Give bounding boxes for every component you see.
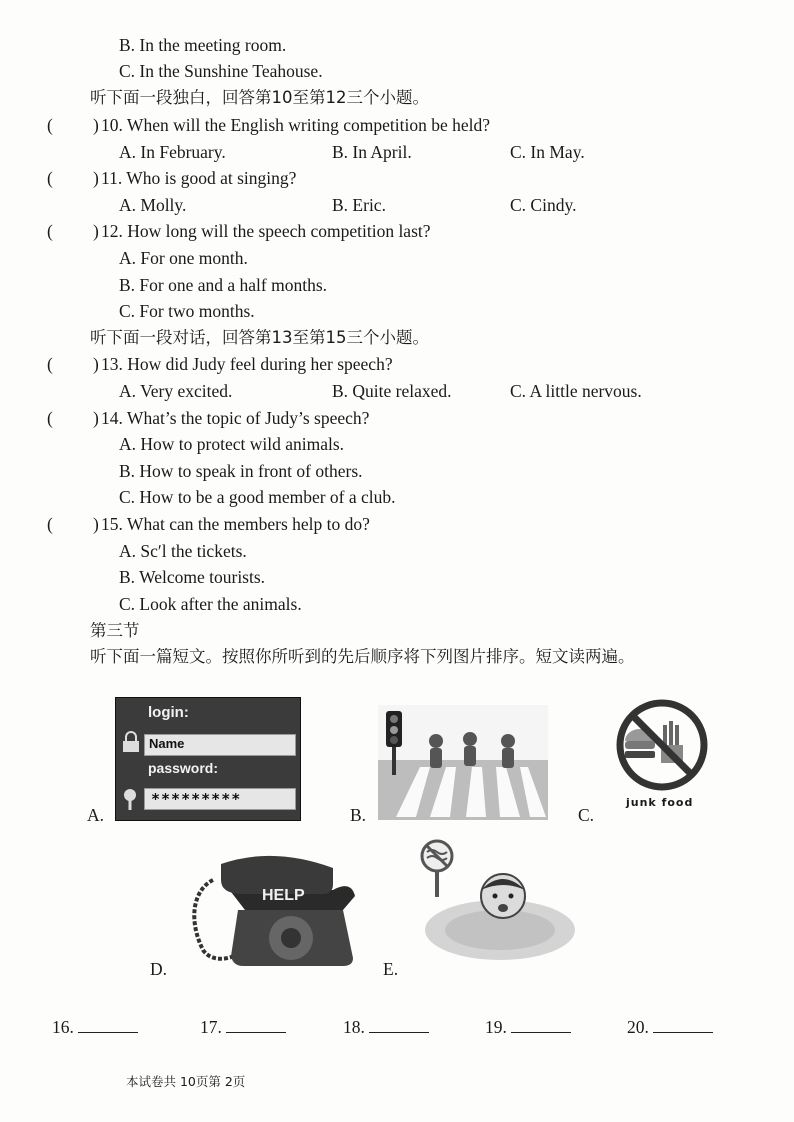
section-instruction: 听下面一篇短文。按照你所听到的先后顺序将下列图片排序。短文读两遍。 [90, 647, 635, 666]
picture-label-c: C. [578, 805, 595, 825]
prev-option-b: B. In the meeting room. [119, 35, 287, 55]
answer-line [226, 1016, 286, 1033]
login-label: login: [148, 704, 189, 721]
answer-bracket-open: ( [47, 408, 53, 428]
q13-option-c: C. A little nervous. [510, 381, 642, 401]
answer-bracket-open: ( [47, 354, 53, 374]
instruction-monologue: 听下面一段独白，回答第10至第12三个小题。 [90, 88, 429, 107]
section-title: 第三节 [90, 621, 140, 640]
q12-option-c: C. For two months. [119, 301, 255, 321]
q12-option-a: A. For one month. [119, 248, 248, 268]
q13-option-a: A. Very excited. [119, 381, 233, 401]
answer-number: 18. [343, 1017, 365, 1037]
answer-number: 16. [52, 1017, 74, 1037]
q10-option-b: B. In April. [332, 142, 412, 162]
q14-option-b: B. How to speak in front of others. [119, 461, 363, 481]
answer-bracket-open: ( [47, 221, 53, 241]
answer-number: 20. [627, 1017, 649, 1037]
q11-option-a: A. Molly. [119, 195, 187, 215]
picture-label-e: E. [383, 959, 399, 979]
q10-option-c: C. In May. [510, 142, 585, 162]
question-10: 10. When will the English writing competition be held? [101, 115, 490, 135]
question-11: 11. Who is good at singing? [101, 168, 297, 188]
help-label: HELP [262, 887, 305, 904]
q11-option-b: B. Eric. [332, 195, 386, 215]
answer-line [78, 1016, 138, 1033]
instruction-dialogue: 听下面一段对话，回答第13至第15三个小题。 [90, 328, 429, 347]
q10-option-a: A. In February. [119, 142, 226, 162]
answer-line [369, 1016, 429, 1033]
answer-bracket-close: ) [93, 115, 99, 135]
name-field-label: Name [149, 736, 185, 751]
question-13: 13. How did Judy feel during her speech? [101, 354, 393, 374]
telephone-icon [183, 850, 358, 968]
question-14: 14. What’s the topic of Judy’s speech? [101, 408, 370, 428]
answer-bracket-close: ) [93, 354, 99, 374]
password-stars: ********* [151, 790, 242, 808]
answer-blank-17[interactable] [200, 1016, 286, 1038]
answer-blank-20[interactable] [627, 1016, 713, 1038]
q14-option-c: C. How to be a good member of a club. [119, 487, 396, 507]
picture-label-b: B. [350, 805, 367, 825]
answer-bracket-close: ) [93, 514, 99, 534]
answer-number: 19. [485, 1017, 507, 1037]
q15-option-a: A. Scʹl the tickets. [119, 541, 247, 561]
q14-option-a: A. How to protect wild animals. [119, 434, 345, 454]
lock-icon [120, 730, 142, 754]
answer-blank-18[interactable] [343, 1016, 429, 1038]
picture-label-d: D. [150, 959, 168, 979]
drowning-picture [415, 838, 575, 968]
answer-line [653, 1016, 713, 1033]
answer-blank-16[interactable] [52, 1016, 138, 1038]
login-picture [115, 697, 301, 821]
answer-line [511, 1016, 571, 1033]
password-label: password: [148, 760, 219, 776]
q15-option-c: C. Look after the animals. [119, 594, 302, 614]
answer-bracket-open: ( [47, 514, 53, 534]
question-12: 12. How long will the speech competition last? [101, 221, 431, 241]
prev-option-c: C. In the Sunshine Teahouse. [119, 61, 323, 81]
answer-bracket-close: ) [93, 408, 99, 428]
key-icon [120, 786, 142, 812]
answer-bracket-close: ) [93, 168, 99, 188]
answer-blank-19[interactable] [485, 1016, 571, 1038]
q12-option-b: B. For one and a half months. [119, 275, 328, 295]
answer-bracket-open: ( [47, 115, 53, 135]
q13-option-b: B. Quite relaxed. [332, 381, 452, 401]
answer-number: 17. [200, 1017, 222, 1037]
picture-label-a: A. [87, 805, 105, 825]
answer-bracket-open: ( [47, 168, 53, 188]
crosswalk-picture [378, 705, 548, 820]
answer-bracket-close: ) [93, 221, 99, 241]
page-footer: 本试卷共 10页第 2页 [126, 1074, 246, 1089]
q15-option-b: B. Welcome tourists. [119, 567, 266, 587]
no-junk-food-icon [607, 695, 717, 795]
q11-option-c: C. Cindy. [510, 195, 577, 215]
question-15: 15. What can the members help to do? [101, 514, 370, 534]
junk-food-caption: junk food [626, 796, 694, 809]
